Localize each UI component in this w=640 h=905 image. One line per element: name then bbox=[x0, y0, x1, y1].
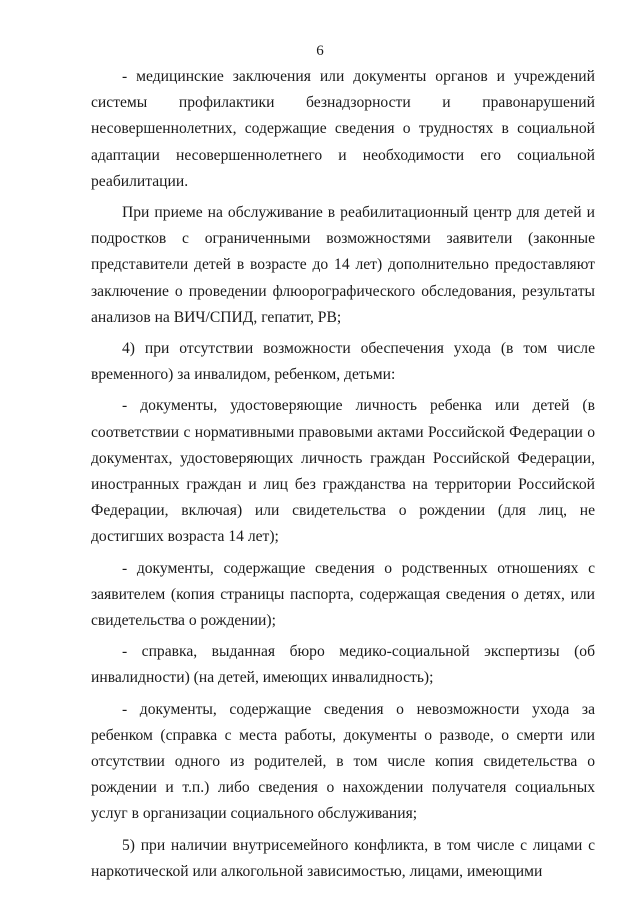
document-body bbox=[91, 64, 595, 889]
paragraph-kinship-documents: - документы, содержащие сведения о родственных отношениях с заявителем (копия страницы паспорта, содержащая сведения о детях, или свидетельства о рождении); bbox=[91, 559, 595, 630]
page-number: 6 bbox=[316, 43, 324, 59]
paragraph-identity-documents: - документы, удостоверяющие личность ребенка или детей (в соответствии с нормативными правовыми актами Российской Федерации о документах, удостоверяющих личность граждан Российской Федерации, иностранных граждан и лиц без гражданства на территории Российской Федерации, включая) или свидетельства о рождении (для лиц, не достигших возраста 14 лет); bbox=[91, 397, 595, 546]
paragraph-item-4: 4) при отсутствии возможности обеспечения ухода (в том числе временного) за инвалидом, ребенком, детьми: bbox=[91, 340, 595, 384]
paragraph-medical-conclusions: - медицинские заключения или документы органов и учреждений системы профилактики безнадзорности и правонарушений несовершеннолетних, содержащие сведения о трудностях в социальной адаптации несовершеннолетнего и необходимости его социальной реабилитации. bbox=[91, 68, 595, 190]
paragraph-item-5: 5) при наличии внутрисемейного конфликта, в том числе с лицами с наркотической или алкогольной зависимостью, лицами, имеющими bbox=[91, 836, 595, 880]
paragraph-disability-certificate: - справка, выданная бюро медико-социальной экспертизы (об инвалидности) (на детей, имеющих инвалидность); bbox=[91, 643, 595, 687]
paragraph-rehab-center-admission: При приеме на обслуживание в реабилитационный центр для детей и подростков с ограниченными возможностями заявители (законные представители детей в возрасте до 14 лет) дополнительно предоставляют заключение о проведении флюорографического обследования, результаты анализов на ВИЧ/СПИД, гепатит, РВ; bbox=[91, 204, 595, 326]
paragraph-care-impossibility-documents: - документы, содержащие сведения о невозможности ухода за ребенком (справка с места работы, документы о разводе, о смерти или отсутствии одного из родителей, в том числе копия свидетельства о рождении и т.п.) либо сведения о нахождении получателя социальных услуг в организации социального обслуживания; bbox=[91, 700, 595, 823]
